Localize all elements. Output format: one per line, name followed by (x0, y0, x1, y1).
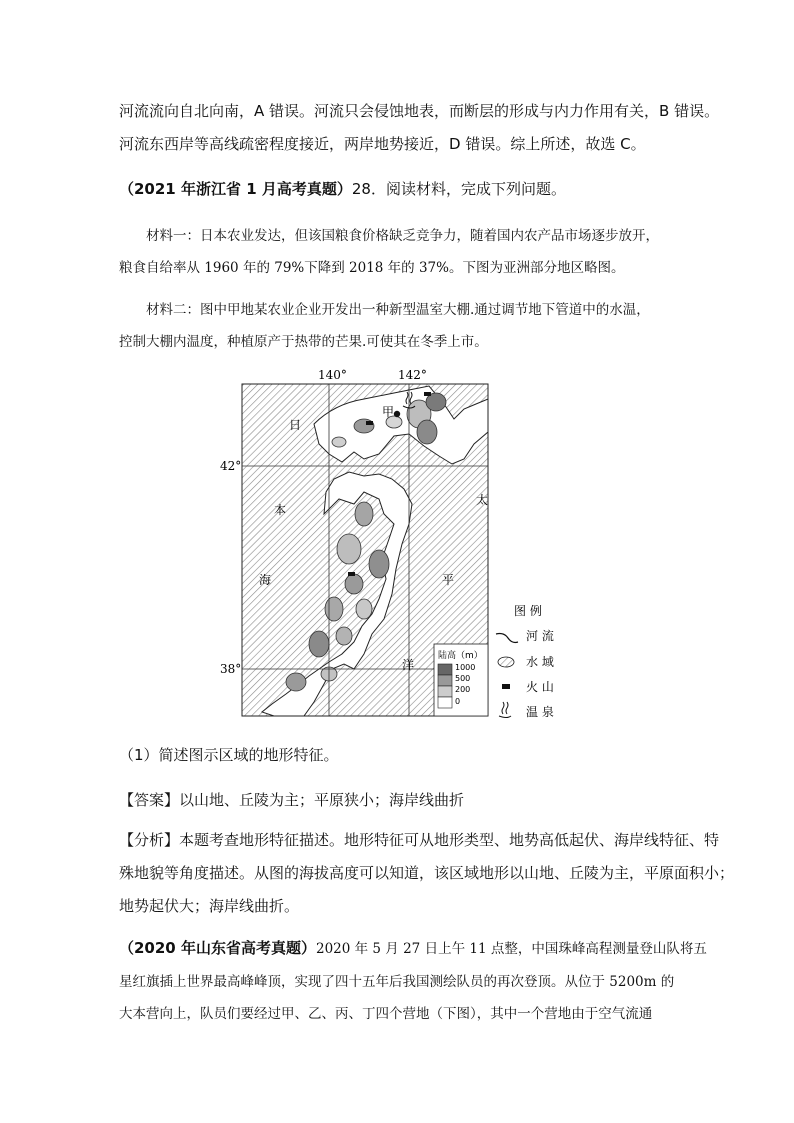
paragraph-line: 河流东西岸等高线疏密程度接近，两岸地势接近，D 错误。综上所述，故选 C。 (119, 135, 646, 153)
legend-item-river: 河 流 (526, 629, 554, 643)
question-source: （2021 年浙江省 1 月高考真题） (119, 180, 352, 198)
material-two-line: 控制大棚内温度，种植原产于热带的芒果.可使其在冬季上市。 (119, 334, 488, 350)
question-text: 28．阅读材料，完成下列问题。 (351, 180, 566, 198)
height-legend-value: 500 (455, 674, 471, 683)
sub-question-1: （1）简述图示区域的地形特征。 (119, 746, 339, 764)
japan-terrain-map (214, 364, 594, 724)
question-2020-line: 星红旗插上世界最高峰峰顶，实现了四十五年后我国测绘队员的再次登顶。从位于 5200m 的 (119, 974, 675, 990)
question-source: （2020 年山东省高考真题） (119, 939, 316, 957)
question-28-heading (119, 178, 566, 199)
analysis-line: 殊地貌等角度描述。从图的海拔高度可以知道，该区域地形以山地、丘陵为主，平原面积小； (119, 864, 735, 882)
legend-title: 图 例 (514, 604, 542, 618)
latitude-label-38: 38° (220, 662, 242, 676)
legend-item-hot-spring: 温 泉 (526, 705, 554, 719)
legend-item-volcano: 火 山 (526, 680, 554, 694)
height-legend-value: 1000 (455, 663, 476, 672)
question-2020-line: 大本营向上，队员们要经过甲、乙、丙、丁四个营地（下图），其中一个营地由于空气流通 (119, 1006, 653, 1022)
question-text: 2020 年 5 月 27 日上午 11 点整，中国珠峰高程测量登山队将五 (315, 941, 707, 957)
height-legend-value: 0 (455, 697, 461, 706)
material-one-line: 粮食自给率从 1960 年的 79%下降到 2018 年的 37%。下图为亚洲部分地区略图。 (119, 260, 625, 276)
material-one-line: 材料一：日本农业发达，但该国粮食价格缺乏竞争力，随着国内农产品市场逐步放开， (146, 228, 659, 244)
material-two-line: 材料二：图中甲地某农业企业开发出一种新型温室大棚.通过调节地下管道中的水温， (146, 302, 650, 318)
water-icon (498, 657, 514, 667)
paragraph-line: 河流流向自北向南，A 错误。河流只会侵蚀地表，而断层的形成与内力作用有关，B 错误。 (119, 102, 720, 120)
place-marker-jia (394, 411, 400, 417)
sea-label-char: 海 (259, 573, 272, 587)
longitude-label-140: 140° (318, 368, 347, 382)
analysis-line: 【分析】本题考查地形特征描述。地形特征可从地形类型、地势高低起伏、海岸线特征、特 (119, 831, 720, 849)
legend-item-water: 水 域 (526, 655, 554, 669)
symbol-legend (496, 603, 554, 719)
longitude-label-142: 142° (398, 368, 427, 382)
ocean-label-char: 太 (476, 493, 489, 507)
hot-spring-legend-icon (499, 702, 511, 718)
sea-label-char: 本 (274, 503, 287, 517)
volcano-legend-icon (502, 684, 510, 689)
ocean-label-char: 洋 (402, 658, 415, 672)
ocean-label-char: 平 (442, 573, 455, 587)
river-icon (496, 634, 518, 643)
height-legend-value: 200 (455, 685, 471, 694)
question-2020-line (119, 937, 707, 958)
height-legend-title: 陆高（m） (438, 651, 483, 661)
height-legend (434, 644, 488, 716)
answer-line: 【答案】以山地、丘陵为主；平原狭小；海岸线曲折 (119, 791, 465, 809)
place-label-jia: 甲 (382, 405, 395, 419)
sea-label-char: 日 (289, 418, 302, 432)
analysis-line: 地势起伏大；海岸线曲折。 (119, 897, 300, 915)
latitude-label-42: 42° (220, 459, 242, 473)
